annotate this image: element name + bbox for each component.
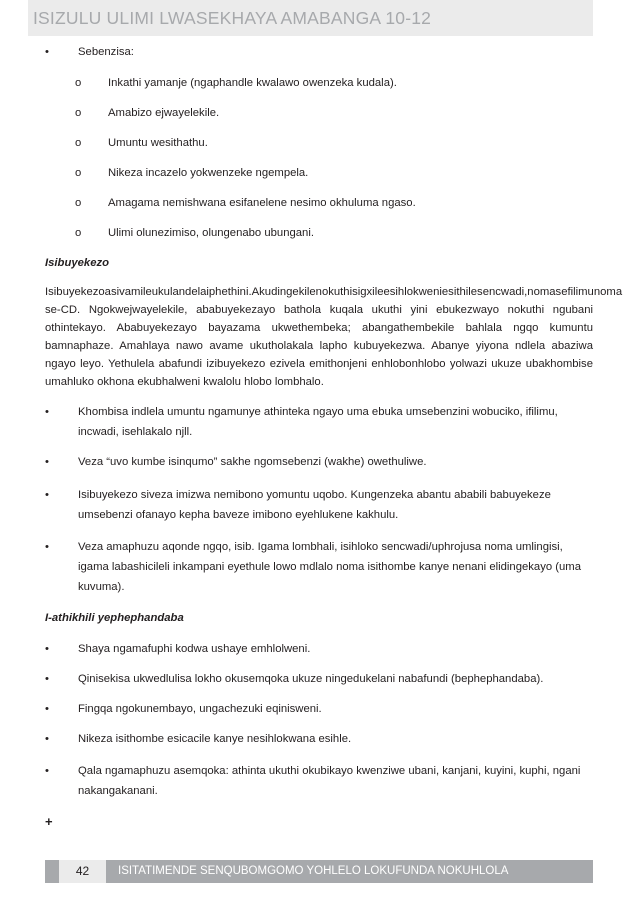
bullet-mark: •	[45, 643, 49, 655]
article-bullet-text: Qala ngamaphuzu asemqoka: athinta ukuthi okubikayo kwenziwe ubani, kanjani, kuyini, kuphi, ngani nakangakanani.	[78, 765, 581, 797]
bullet-mark: •	[45, 733, 49, 745]
article-bullet	[45, 641, 593, 658]
page-footer	[45, 860, 593, 883]
review-bullet	[45, 485, 593, 525]
sub-item-text: Ulimi olunezimiso, olungenabo ubungani.	[108, 227, 314, 239]
review-bullet-text: Veza “uvo kumbe isinqumo” sakhe ngomsebenzi (wakhe) owethuliwe.	[78, 456, 427, 468]
sub-item	[45, 165, 593, 182]
section-heading-article: I-athikhili yephephandaba	[45, 612, 184, 624]
end-plus-mark: +	[45, 814, 53, 829]
header-title: ISIZULU ULIMI LWASEKHAYA AMABANGA 10-12	[33, 8, 432, 28]
article-bullet	[45, 731, 593, 748]
article-bullet-text: Shaya ngamafuphi kodwa ushaye emhlolweni.	[78, 643, 311, 655]
sub-item-text: Inkathi yamanje (ngaphandle kwalawo owenzeka kudala).	[108, 77, 397, 89]
review-bullet-text: Veza amaphuzu aqonde ngqo, isib. Igama lombhali, isihloko sencwadi/uphrojusa noma umlingisi, igama labashicileli inkampani eyethule lowo mdlalo noma isithombe kanye nenani elidingekayo (uma kuvuma).	[78, 541, 581, 593]
sub-item-text: Amagama nemishwana esifanelene nesimo okhuluma ngaso.	[108, 197, 416, 209]
article-bullet	[45, 701, 593, 718]
article-bullet	[45, 761, 593, 801]
sub-item-mark: o	[75, 137, 82, 149]
sub-item-text: Amabizo ejwayelekile.	[108, 107, 220, 119]
sub-item-mark: o	[75, 77, 82, 89]
bullet-mark: •	[45, 489, 49, 501]
sub-item	[45, 135, 593, 152]
bullet-mark: •	[45, 541, 49, 553]
article-bullet-text: Nikeza isithombe esicacile kanye nesihlokwana esihle.	[78, 733, 352, 745]
review-bullet	[45, 402, 593, 442]
review-bullet-text: Isibuyekezo siveza imizwa nemibono yomuntu uqobo. Kungenzeka abantu ababili babuyekeze umsebenzi ofanayo kepha baveze imibono eyehlukene kakhulu.	[78, 489, 551, 521]
bullet-mark: •	[45, 673, 49, 685]
sub-item-text: Nikeza incazelo yokwenzeke ngempela.	[108, 167, 309, 179]
bullet-mark: •	[45, 46, 49, 58]
article-bullet-text: Fingqa ngokunembayo, ungachezuki eqinisweni.	[78, 703, 322, 715]
bullet-mark: •	[45, 765, 49, 777]
sub-item	[45, 105, 593, 122]
bullet-mark: •	[45, 406, 49, 418]
review-bullet-text: Khombisa indlela umuntu ngamunye athinteka ngayo uma ebuka umsebenzini wobuciko, ifilimu, incwadi, isehlakalo njll.	[78, 406, 558, 438]
article-bullet	[45, 671, 593, 688]
sub-item-mark: o	[75, 167, 82, 179]
sub-item	[45, 75, 593, 92]
review-bullet	[45, 537, 593, 597]
sub-item-mark: o	[75, 107, 82, 119]
page-header	[28, 0, 593, 36]
review-paragraph: Isibuyekezoasivamileukulandelaiphethini.Akudingekilenokuthisigxileesihlokweniesithilesencwadi,nomasefilimunoma se-CD. Ngokwejwayelekile, ababuyekezayo bathola kuqala ukuthi yini ebukezwayo nokuthi ngubani othintekayo. Ababuyekezayo bayazama ukwethembeka; abangathembekile bahlala ngqo kumuntu bamnaphaze. Amahlaya nawo avame ukutholakala lapho kubuyekezwa. Abanye yiyona ndlela abaziwa ngayo leyo. Yethulela abafundi izibuyekezo ezivela emithonjeni enhlobonhlobo yolwazi ukuze ubakhombise umahluko okhona ekubhalweni kwalolu hlobo lombhalo.	[45, 286, 623, 388]
bullet-mark: •	[45, 456, 49, 468]
section-heading-review: Isibuyekezo	[45, 257, 110, 269]
page-content	[45, 38, 623, 830]
footer-title: ISITATIMENDE SENQUBOMGOMO YOHLELO LOKUFUNDA NOKUHLOLA	[118, 865, 509, 877]
intro-bullet-text: Sebenzisa:	[78, 46, 134, 58]
article-bullet-text: Qinisekisa ukwedlulisa lokho okusemqoka ukuze ningedukelani nabafundi (bephephandaba).	[78, 673, 544, 685]
intro-bullet	[45, 44, 593, 61]
bullet-mark: •	[45, 703, 49, 715]
review-bullet	[45, 454, 593, 471]
sub-item-text: Umuntu wesithathu.	[108, 137, 208, 149]
sub-item	[45, 225, 593, 242]
sub-item-mark: o	[75, 197, 82, 209]
page-number: 42	[59, 860, 106, 883]
sub-item	[45, 195, 593, 212]
sub-item-mark: o	[75, 227, 82, 239]
